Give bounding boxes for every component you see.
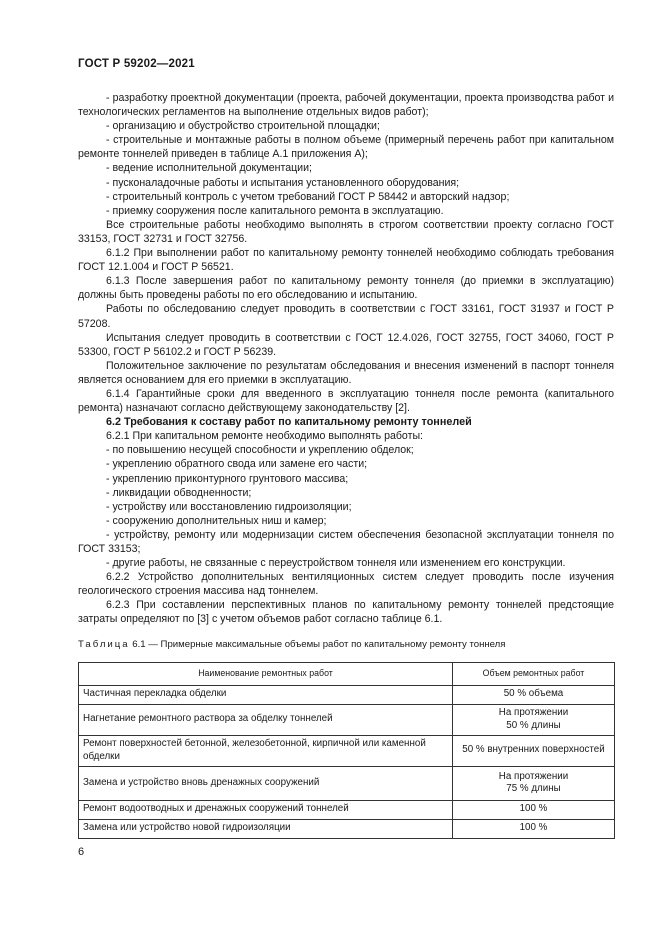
paragraph: - укреплению приконтурного грунтового массива; <box>106 472 349 485</box>
volume-line: 75 % длины <box>506 783 561 795</box>
volume-cell <box>453 704 615 735</box>
paragraph: Работы по обследованию следует проводить в соответствии с ГОСТ 33161, ГОСТ 31937 и ГОСТ Р 57208. <box>78 303 614 330</box>
table-header-row <box>79 662 615 685</box>
repair-works-table <box>78 662 615 839</box>
volume-line: 50 % внутренних поверхностей <box>462 744 605 756</box>
paragraph: 6.2.3 При составлении перспективных планов по капитальному ремонту тоннелей предстоящие затраты определяют по [3] с учетом объемов работ согласно таблице 6.1. <box>78 599 614 626</box>
paragraph: - строительный контроль с учетом требований ГОСТ Р 58442 и авторский надзор; <box>106 190 510 203</box>
paragraph: - приемку сооружения после капитального ремонта в эксплуатацию. <box>106 204 444 217</box>
paragraph: 6.1.3 После завершения работ по капитальному ремонту тоннеля (до приемки в эксплуатацию) должны быть проведены работы по его обследованию и испытанию. <box>78 275 614 302</box>
column-header-volume: Объем ремонтных работ <box>453 662 615 685</box>
volume-line: 100 % <box>519 803 548 815</box>
column-header-work: Наименование ремонтных работ <box>79 662 453 685</box>
paragraph: - по повышению несущей способности и укреплению обделок; <box>106 444 414 457</box>
paragraph: Все строительные работы необходимо выполнять в строгом соответствии проекту согласно ГОСТ 33153, ГОСТ 32731 и ГОСТ 32756. <box>78 218 614 245</box>
volume-cell <box>453 735 615 766</box>
paragraph: - сооружению дополнительных ниш и камер; <box>106 514 327 527</box>
work-cell: Замена или устройство новой гидроизоляции <box>79 819 453 838</box>
intro-paragraphs <box>78 91 614 415</box>
paragraph: - другие работы, не связанные с переустройством тоннеля или изменением его конструкции. <box>106 557 566 570</box>
volume-line: На протяжении <box>498 707 569 719</box>
section-paragraphs <box>78 429 614 626</box>
paragraph: - устройству, ремонту или модернизации систем обеспечения безопасной эксплуатации тоннеля по ГОСТ 33153; <box>78 528 614 555</box>
work-cell: Нагнетание ремонтного раствора за обделку тоннелей <box>79 704 453 735</box>
paragraph: - укреплению обратного свода или замене его части; <box>106 458 368 471</box>
table-row <box>79 800 615 819</box>
paragraph: Положительное заключение по результатам обследования и внесения изменений в паспорт тоннеля является основанием для его приемки в эксплуатацию. <box>78 359 614 386</box>
paragraph: - ведение исполнительной документации; <box>106 162 312 175</box>
volume-line: 100 % <box>519 822 548 834</box>
document-code-header: ГОСТ Р 59202—2021 <box>78 58 195 70</box>
volume-line: 50 % объема <box>503 688 564 700</box>
table-row <box>79 819 615 838</box>
table-caption-word: Таблица <box>78 638 130 650</box>
paragraph: - пусконаладочные работы и испытания установленного оборудования; <box>106 176 460 189</box>
section-title: 6.2 Требования к составу работ по капитальному ремонту тоннелей <box>106 416 472 429</box>
table-row <box>79 704 615 735</box>
paragraph: - строительные и монтажные работы в полном объеме (примерный перечень работ при капитальном ремонте тоннелей приведен в таблице А.1 приложения А); <box>78 134 614 161</box>
volume-line: На протяжении <box>498 770 569 782</box>
volume-line: 50 % длины <box>506 719 561 731</box>
page-number: 6 <box>78 846 85 858</box>
table-row <box>79 685 615 704</box>
volume-cell <box>453 800 615 819</box>
paragraph: 6.1.2 При выполнении работ по капитальному ремонту тоннелей необходимо соблюдать требования ГОСТ 12.1.004 и ГОСТ Р 56521. <box>78 247 614 274</box>
paragraph: 6.2.2 Устройство дополнительных вентиляционных систем следует проводить после изучения геологического строения массива над тоннелем. <box>78 571 614 598</box>
paragraph: - разработку проектной документации (проекта, рабочей документации, проекта производства работ и технологических регламентов на выполнение отдельных видов работ); <box>78 92 614 119</box>
table-row <box>79 766 615 800</box>
volume-cell <box>453 819 615 838</box>
paragraph: 6.1.4 Гарантийные сроки для введенного в эксплуатацию тоннеля после ремонта (капитального ремонта) назначают согласно действующему законодательству [2]. <box>78 387 614 415</box>
table-row <box>79 735 615 766</box>
volume-cell <box>453 685 615 704</box>
work-cell: Ремонт водоотводных и дренажных сооружений тоннелей <box>79 800 453 819</box>
paragraph: - устройству или восстановлению гидроизоляции; <box>106 500 352 513</box>
paragraph: - организацию и обустройство строительной площадки; <box>106 120 380 133</box>
work-cell: Замена и устройство вновь дренажных сооружений <box>79 766 453 800</box>
paragraph: Испытания следует проводить в соответствии с ГОСТ 12.4.026, ГОСТ 32755, ГОСТ 34060, ГОСТ Р 53300, ГОСТ Р 56102.2 и ГОСТ Р 56239. <box>78 331 614 358</box>
document-body <box>78 91 614 839</box>
work-cell: Частичная перекладка обделки <box>79 685 453 704</box>
table-caption-text: 6.1 — Примерные максимальные объемы работ по капитальному ремонту тоннеля <box>132 638 506 650</box>
table-caption <box>78 638 614 652</box>
volume-cell <box>453 766 615 800</box>
work-cell: Ремонт поверхностей бетонной, железобетонной, кирпичной или каменной обделки <box>79 735 453 766</box>
paragraph: 6.2.1 При капитальном ремонте необходимо выполнять работы: <box>106 430 423 443</box>
paragraph: - ликвидации обводненности; <box>106 486 252 499</box>
